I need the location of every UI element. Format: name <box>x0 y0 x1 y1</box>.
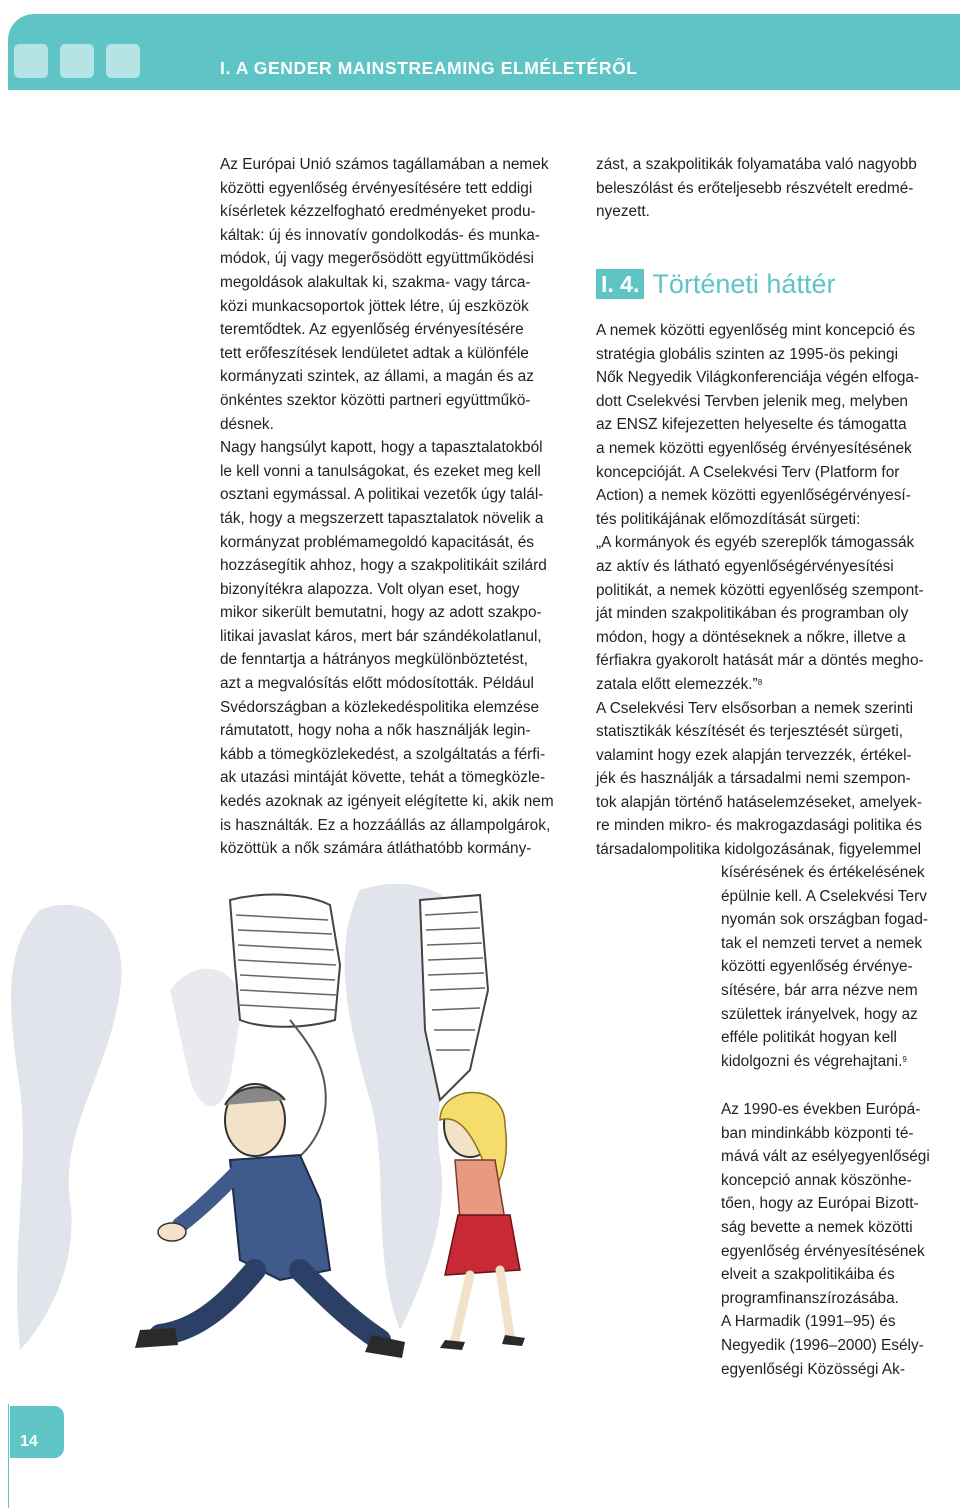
text-line: az ENSZ kifejezetten helyeselte és támogatta <box>596 416 907 434</box>
text-line: Negyedik (1996–2000) Esély- <box>721 1336 924 1354</box>
text-line: egyenlőség érvényesítésének <box>721 1242 925 1260</box>
text-line: is használták. Ez a hozzáállás az állampolgárok, <box>220 816 551 834</box>
text-line: jék és használják a társadalmi nemi szempon- <box>596 770 911 788</box>
text-line: társadalompolitika kidolgozásának, figyelemmel <box>596 841 922 859</box>
left-column-paragraph <box>220 153 570 861</box>
text-line: programfinanszírozásába. <box>721 1289 899 1307</box>
text-line: mikor sikerült bemutatni, hogy az adott szakpo- <box>220 604 542 622</box>
text-line: koncepció annak köszönhe- <box>721 1171 912 1189</box>
text-line: statisztikák készítését és terjesztését sürgeti, <box>596 723 904 741</box>
quote-paragraph <box>596 319 946 697</box>
text-line: koncepcióját. A Cselekvési Terv (Platform for <box>596 463 900 481</box>
text-line: tés politikájának előmozdítását sürgeti: <box>596 510 861 528</box>
text-line: efféle politikát hogyan kell <box>721 1029 897 1047</box>
footnote-ref-9: 9 <box>902 1054 907 1064</box>
text-line: ak utazási mintáját követte, tehát a tömegközle- <box>220 769 546 787</box>
text-line: kedés azoknak az igényeit elégítette ki, akik nem <box>220 793 554 811</box>
text-line: születtek irányelvek, hogy az <box>721 1005 918 1023</box>
text-line: épülnie kell. A Cselekvési Terv <box>721 887 927 905</box>
text-line: közötti egyenlőség érvényesítésére tett eddigi <box>220 179 533 197</box>
footnote-ref-8: 8 <box>757 677 763 687</box>
text-line: stratégia globális szinten az 1995-ös pekingi <box>596 345 899 363</box>
header-square-2 <box>60 44 94 78</box>
right-column-narrow-2 <box>721 1098 951 1381</box>
text-line: mává vált az esélyegyenlőségi <box>721 1148 930 1166</box>
text-line: tett erőfeszítések lendületet adtak a különféle <box>220 344 529 362</box>
quote-lines <box>596 319 946 693</box>
page-tab-line <box>8 1404 9 1508</box>
header-square-3 <box>106 44 140 78</box>
text-line: dott Cselekvési Tervben jelenik meg, melyben <box>596 392 908 410</box>
text-line: rámutatott, hogy noha a nők használják legin- <box>220 722 531 740</box>
right-column-continuation <box>596 153 946 224</box>
text-line: kísérésének és értékelésének <box>721 864 925 881</box>
text-line: közöttük a nők számára átláthatóbb kormány- <box>220 840 532 858</box>
text-line: azt a megvalósítás előtt módosították. Például <box>220 675 534 693</box>
text-line: kormányzati szintek, az állami, a magán és az <box>220 368 534 386</box>
text-line: nyezett. <box>596 203 650 221</box>
page-number: 14 <box>20 1433 38 1450</box>
text-line: egyenlőségi Közösségi Ak- <box>721 1360 905 1378</box>
text-line: beleszólást és erőteljesebb részvételt eredmé- <box>596 179 914 197</box>
text-line: re minden mikro- és makrogazdasági politika és <box>596 817 922 835</box>
text-line: bizonyítékra alapozza. Volt olyan eset, hogy <box>220 580 520 598</box>
text-line: Svédországban a közlekedéspolitika elemzése <box>220 698 540 716</box>
text-line: sítésére, bár arra nézve nem <box>721 981 918 999</box>
text-line: Az Európai Unió számos tagállamában a nemek <box>220 156 549 173</box>
text-line: káltak: új és innovatív gondolkodás- és munka- <box>220 226 540 244</box>
text-line: le kell vonni a tanulságokat, és ezeket meg kell <box>220 462 541 480</box>
text-line: közötti egyenlőség érvénye- <box>721 958 913 976</box>
text-line: zást, a szakpolitikák folyamatába való nagyobb <box>596 156 917 173</box>
text-line: hozzásegítik ahhoz, hogy a szakpolitikáit szilárd <box>220 557 547 575</box>
text-line: osztani egymással. A politikai vezetők úgy talál- <box>220 486 544 504</box>
text-line: ját minden szakpolitikában és programban oly <box>596 605 909 623</box>
text-line: kormányzat problémamegoldó kapacitását, és <box>220 533 534 551</box>
text-line: önkéntes szektor közötti partneri együttműkö- <box>220 391 531 409</box>
narrow-paragraph <box>721 861 951 1073</box>
man-figure <box>135 1084 405 1358</box>
text-line: litikai javaslat káros, mert bár szándékolatlanul, <box>220 627 542 645</box>
header-square-1 <box>14 44 48 78</box>
text-line: politikát, a nemek közötti egyenlőség szempont- <box>596 581 924 599</box>
text-line: A Cselekvési Terv elsősorban a nemek szerinti <box>596 699 914 717</box>
text-line: módok, új vagy megerősödött együttműködési <box>220 250 534 268</box>
text-line: de fenntartja a hátrányos megkülönböztetést, <box>220 651 529 669</box>
text-line: zatala előtt elemezzék.” <box>596 675 758 693</box>
text-line: férfiakra gyakorolt hatását már a döntés megho- <box>596 652 924 670</box>
text-line: nyomán sok országban fogad- <box>721 911 929 929</box>
text-line: a nemek közötti egyenlőség érvényesítésének <box>596 439 912 457</box>
section-number: I. 4. <box>596 269 644 299</box>
text-line: közi munkacsoportok jöttek létre, új eszközök <box>220 297 529 315</box>
left-column-text <box>220 153 570 861</box>
right-column-main <box>596 319 946 862</box>
text-line: elveit a szakpolitikáiba és <box>721 1266 895 1284</box>
text-line: tak el nemzeti tervet a nemek <box>721 934 923 952</box>
text-line: A Harmadik (1991–95) és <box>721 1313 896 1331</box>
text-line: megoldások alakultak ki, szakma- vagy tárca- <box>220 273 531 291</box>
section-title: Történeti háttér <box>652 269 836 299</box>
text-line: ság bevette a nemek közötti <box>721 1218 913 1236</box>
statistics-paragraph <box>596 697 946 862</box>
text-line: valamint hogy ezek alapján tervezzék, értékel- <box>596 746 912 764</box>
section-heading <box>596 268 835 300</box>
text-line: tok alapján történő hatáselemzéseket, amelyek- <box>596 793 922 811</box>
right-column-narrow <box>721 861 951 1073</box>
text-line: Action) a nemek közötti egyenlőségérvényesí- <box>596 487 911 505</box>
text-line: A nemek közötti egyenlőség mint koncepció és <box>596 322 916 339</box>
text-line: Nagy hangsúlyt kapott, hogy a tapasztalatokból <box>220 439 543 457</box>
text-line: kább a tömegközlekedést, a szolgáltatás a férfi- <box>220 745 546 763</box>
narrow-lines <box>721 861 951 1070</box>
text-line: tően, hogy az Európai Bizott- <box>721 1195 919 1213</box>
woman-figure <box>440 1093 525 1351</box>
text-line: módon, hogy a döntéseknek a nőkre, illetve a <box>596 628 906 646</box>
text-line: „A kormányok és egyéb szereplők támogassák <box>596 534 915 552</box>
chapter-title: I. A GENDER MAINSTREAMING ELMÉLETÉRŐL <box>220 58 638 78</box>
text-line: Az 1990-es években Európá- <box>721 1101 921 1118</box>
text-line: ban mindinkább központi té- <box>721 1124 914 1142</box>
text-line: kísérletek kézzelfogható eredményeket produ- <box>220 203 536 221</box>
text-line: Nők Negyedik Világkonferenciája végén elfoga- <box>596 369 920 387</box>
text-line: ták, hogy a megszerzett tapasztalatok növelik a <box>220 509 544 527</box>
cartoon-illustration <box>0 870 600 1390</box>
text-line: az aktív és látható egyenlőségérvényesítési <box>596 557 894 575</box>
text-line: désnek. <box>220 415 274 433</box>
nineties-paragraph <box>721 1098 951 1381</box>
text-line: teremtődtek. Az egyenlőség érvényesítésére <box>220 321 524 339</box>
continuation-paragraph <box>596 153 946 224</box>
text-line: kidolgozni és végrehajtani. <box>721 1052 903 1070</box>
